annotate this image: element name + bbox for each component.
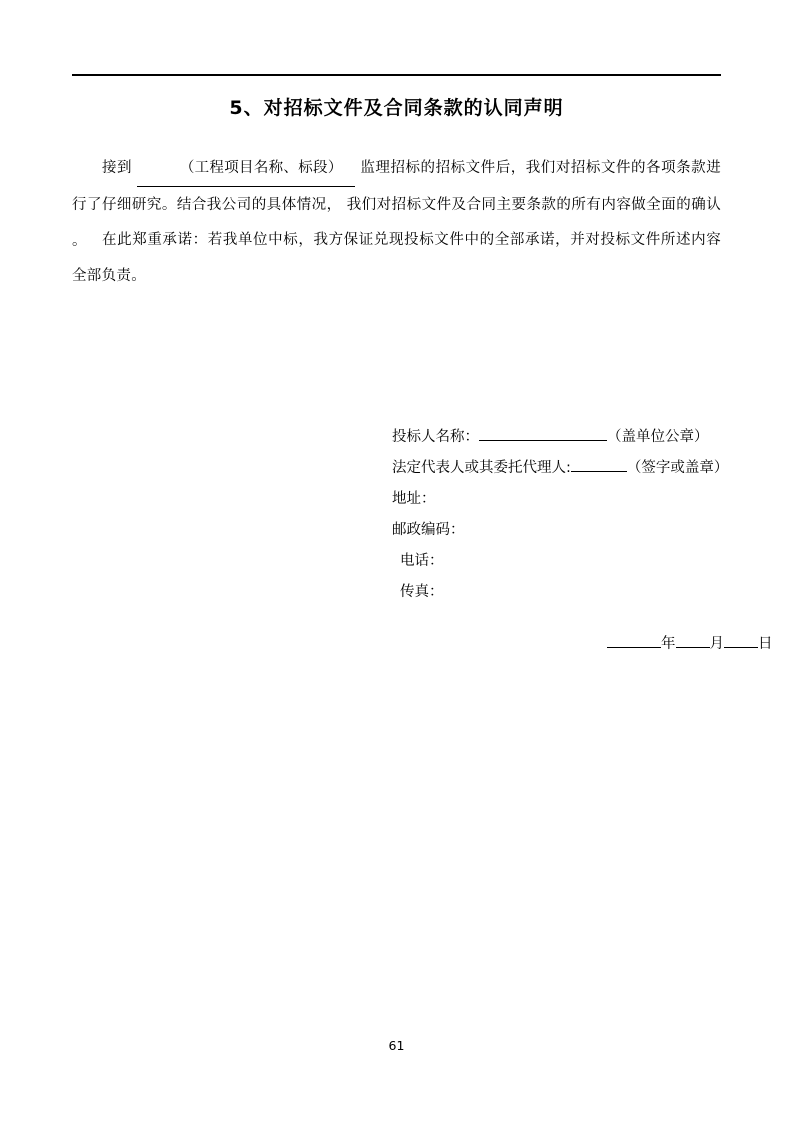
postcode-label: 邮政编码： [392,522,465,538]
postcode-row [392,515,792,546]
page-content [72,0,773,1122]
month-blank [676,647,710,648]
legal-rep-row [392,453,792,484]
date-row [392,630,793,658]
legal-rep-suffix: （签字或盖章） [626,460,729,476]
paragraph-commitment: 在此郑重承诺：若我单位中标，我方保证兑现投标文件中的全部承诺，并对投标文件所述内容全部负责。 [72,232,721,284]
day-blank [724,647,758,648]
year-label: 年 [661,636,676,652]
phone-row [392,546,792,577]
bidder-name-suffix: （盖单位公章） [607,429,709,445]
legal-rep-label: 法定代表人或其委托代理人: [392,460,571,476]
bidder-name-label: 投标人名称： [392,429,479,445]
month-label: 月 [709,636,724,652]
address-label: 地址： [392,491,436,507]
paragraph-acceptance-prefix: 接到 [102,160,133,176]
year-blank [607,647,661,648]
project-name-blank: （工程项目名称、标段） [137,150,355,187]
fax-label: 传真： [400,584,444,600]
page-title: 5、对招标文件及合同条款的认同声明 [229,97,564,119]
fax-row [392,577,792,608]
paragraph-acceptance-suffix: 监理招标的招标文件后，我们对招标文件的各项条款进行了仔细研究。结合我公司的具体情况， 我们对招标文件及合同主要条款的所有内容做全面的确认 。 [72,160,721,249]
signature-block [392,422,792,608]
page-number: 61 [388,1038,405,1053]
bidder-name-row [392,422,792,453]
bidder-name-blank [479,440,607,441]
address-row [392,484,792,515]
phone-label: 电话： [400,553,444,569]
day-label: 日 [758,636,773,652]
legal-rep-blank [571,471,627,472]
header-rule [72,74,721,76]
